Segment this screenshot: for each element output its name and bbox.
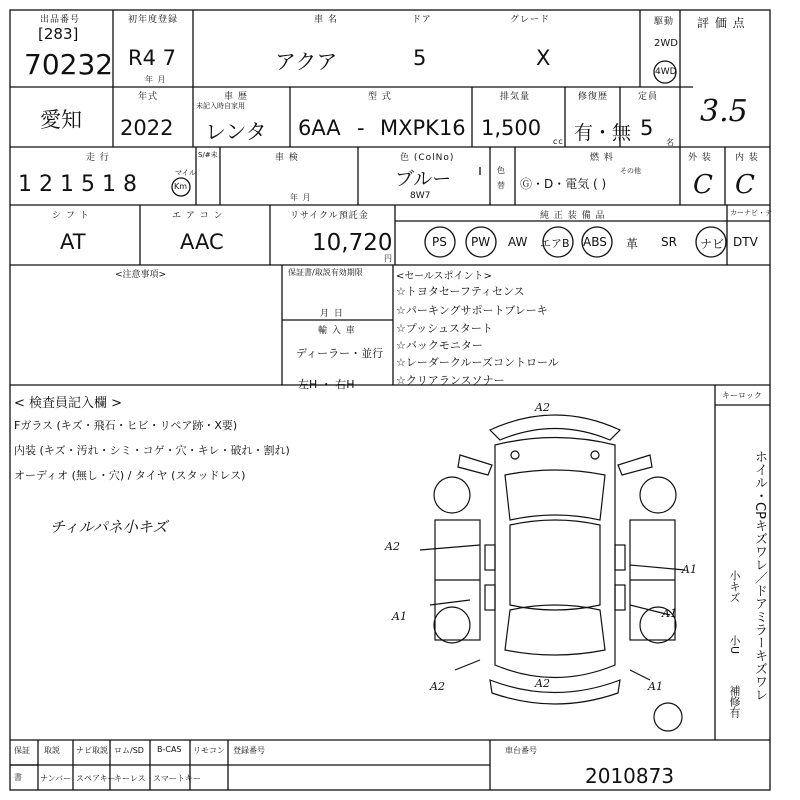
aircon-label: エ ア コ ン	[172, 211, 224, 221]
footer-vin-label: 車台番号	[505, 746, 537, 755]
inspector-interior-line: 内装 (キズ・汚れ・シミ・コゲ・穴・キレ・破れ・割れ)	[14, 444, 290, 457]
footer-vin-value: 2010873	[585, 764, 675, 788]
mark-a2-left-front: A2	[385, 540, 400, 553]
equip-airbag: エアB	[540, 237, 570, 250]
score-label: 評 価 点	[697, 16, 746, 30]
recycle-unit: 円	[384, 254, 393, 263]
model-label: 車 名	[314, 15, 338, 25]
equip-pw: PW	[471, 235, 491, 249]
handwritten-note: チィルパネ小キズ	[50, 518, 168, 536]
mark-a2-front: A2	[535, 401, 550, 414]
notes-label: <注意事項>	[115, 270, 167, 280]
mark-a1-left-rear: A1	[392, 610, 407, 623]
car-damage-diagram	[385, 395, 710, 740]
doors-label: ドア	[412, 15, 432, 25]
equip-aw: AW	[508, 235, 528, 249]
fuel-label: 燃 料	[590, 153, 614, 163]
interior-label: 内 装	[735, 153, 759, 163]
footer-label-remote: リモコン	[193, 746, 225, 755]
sales-point-2: ☆パーキングサポートブレーキ	[396, 304, 548, 317]
mileage-label: 走 行	[86, 153, 110, 163]
equipment-label: 純 正 装 備 品	[540, 211, 606, 221]
grade-label: グレード	[510, 15, 551, 25]
equip-leather: 革	[626, 237, 639, 251]
year-value: 2022	[120, 116, 174, 140]
warranty-label: 保証書/取説有効期限	[288, 268, 363, 277]
footer-label-number: ナンバー	[40, 774, 72, 783]
shift-value: AT	[60, 230, 86, 254]
mark-a1-right-front: A1	[682, 563, 697, 576]
first-reg-unit: 年 月	[145, 75, 167, 84]
type-model: MXPK16	[380, 116, 466, 140]
color-label: 色 (ColNo)	[400, 153, 455, 163]
sales-point-1: ☆トヨタセーフティセンス	[396, 285, 525, 298]
history-sub: 未記入時自家用	[196, 102, 245, 110]
sales-label: <セールスポイント>	[396, 271, 492, 282]
sales-point-5: ☆レーダークルーズコントロール	[396, 356, 559, 369]
displacement-value: 1,500	[481, 116, 542, 140]
type-code: 6AA	[298, 116, 341, 140]
color-code: 8W7	[410, 191, 431, 201]
lot-label: 出品番号	[40, 15, 81, 25]
interior-value: C	[735, 170, 755, 200]
grade-value: X	[536, 46, 551, 70]
inspector-audio-line: オーディオ (無し・穴) / タイヤ (スタッドレス)	[14, 469, 246, 482]
type-dash: -	[357, 116, 365, 140]
color-value: ブルー	[395, 168, 452, 190]
drive-4wd: 4WD	[655, 67, 677, 77]
mark-a1-rear-right: A1	[648, 680, 663, 693]
displacement-label: 排気量	[500, 92, 531, 102]
region-value: 愛知	[40, 108, 82, 132]
inspection-unit: 年 月	[290, 193, 312, 202]
inspector-glass-line: Fガラス (キズ・飛石・ヒビ・リペア跡・X要)	[14, 419, 238, 432]
inspector-title: < 検査員記入欄 >	[14, 396, 123, 411]
type-label: 型 式	[368, 92, 392, 102]
model-value: アクア	[275, 50, 338, 74]
mark-a1-right-rear: A1	[662, 607, 677, 620]
import-label: 輸 入 車	[318, 326, 356, 336]
score-value: 3.5	[700, 94, 748, 129]
equip-navi: ナビ	[700, 237, 725, 251]
warranty-unit: 月 日	[320, 309, 344, 319]
right-vertical-text: ホイル・CPキズワレ／ドアミラーキズワレ	[752, 450, 767, 701]
carnavi-label: カーナビ・テ	[730, 209, 772, 217]
first-reg-value: R4 7	[128, 46, 176, 70]
drive-label: 駆動	[654, 17, 675, 27]
footer-label-bcas: B-CAS	[157, 745, 182, 754]
repair-value: 有・無	[574, 122, 632, 144]
footer-label-navi-manual: ナビ取説	[76, 746, 108, 755]
fuel-value: Ⓖ・D・電気 ( )	[520, 177, 607, 191]
seats-value: 5	[640, 116, 654, 140]
recycle-value: 10,720	[312, 230, 393, 256]
color-change-label: 色替	[497, 166, 505, 190]
first-reg-label: 初年度登録	[128, 15, 179, 25]
drive-2wd: 2WD	[654, 38, 678, 49]
footer-label-manual: 取説	[44, 746, 60, 755]
sales-point-6: ☆クリアランスソナー	[396, 374, 505, 387]
shift-label: シ フ ト	[52, 211, 90, 221]
lot-number: 70232	[24, 48, 114, 81]
seats-label: 定員	[638, 92, 659, 102]
mileage-unit-mile: マイル	[175, 169, 196, 177]
right-mark-2: 小U	[728, 635, 741, 655]
equip-dtv: DTV	[733, 235, 758, 249]
fuel-other: その他	[620, 167, 641, 175]
seats-unit: 名	[666, 138, 675, 147]
aircon-value: AAC	[180, 230, 224, 254]
repair-label: 修復歴	[578, 92, 609, 102]
recycle-label: リサイクル預託金	[290, 211, 369, 221]
doors-value: 5	[413, 46, 427, 70]
lot-sub: [283]	[38, 25, 79, 43]
equip-abs: ABS	[583, 235, 607, 249]
footer-col-left-1: 保証	[14, 746, 30, 755]
equip-sr: SR	[661, 235, 677, 249]
footer-reg-label: 登録番号	[233, 746, 265, 755]
footer-label-spare-key: スペアキー	[76, 774, 116, 783]
footer-label-keyless: キーレス	[114, 774, 146, 783]
history-label: 車 歴	[224, 92, 248, 102]
handle-value: 左H ・ 右H	[298, 378, 355, 391]
inspection-label: 車 検	[275, 153, 299, 163]
footer-label-rom: ロム/SD	[114, 746, 144, 755]
keylock-label: キーロック	[722, 391, 762, 400]
footer-col-left-2: 書	[14, 773, 22, 782]
mark-a2-rear: A2	[535, 677, 550, 690]
exterior-label: 外 装	[688, 153, 712, 163]
displacement-unit: cc	[553, 137, 564, 146]
footer-label-smart-key: スマートキー	[153, 774, 201, 783]
equip-ps: PS	[432, 235, 447, 249]
history-value: レンタ	[205, 120, 267, 144]
sales-point-4: ☆バックモニター	[396, 339, 483, 352]
mileage-value: 1 2 1 5 1 8	[18, 172, 137, 197]
mileage-unit-km: Km	[174, 182, 188, 191]
sf-label: S/#未	[198, 151, 218, 159]
right-mark-3: 補修有	[728, 685, 741, 718]
sales-point-3: ☆プッシュスタート	[396, 322, 493, 335]
right-mark-1: 小キズ	[728, 570, 741, 603]
mark-a2-rear-left: A2	[430, 680, 445, 693]
dealer-value: ディーラー・並行	[296, 347, 384, 360]
exterior-value: C	[693, 170, 713, 200]
year-label: 年式	[138, 92, 159, 102]
